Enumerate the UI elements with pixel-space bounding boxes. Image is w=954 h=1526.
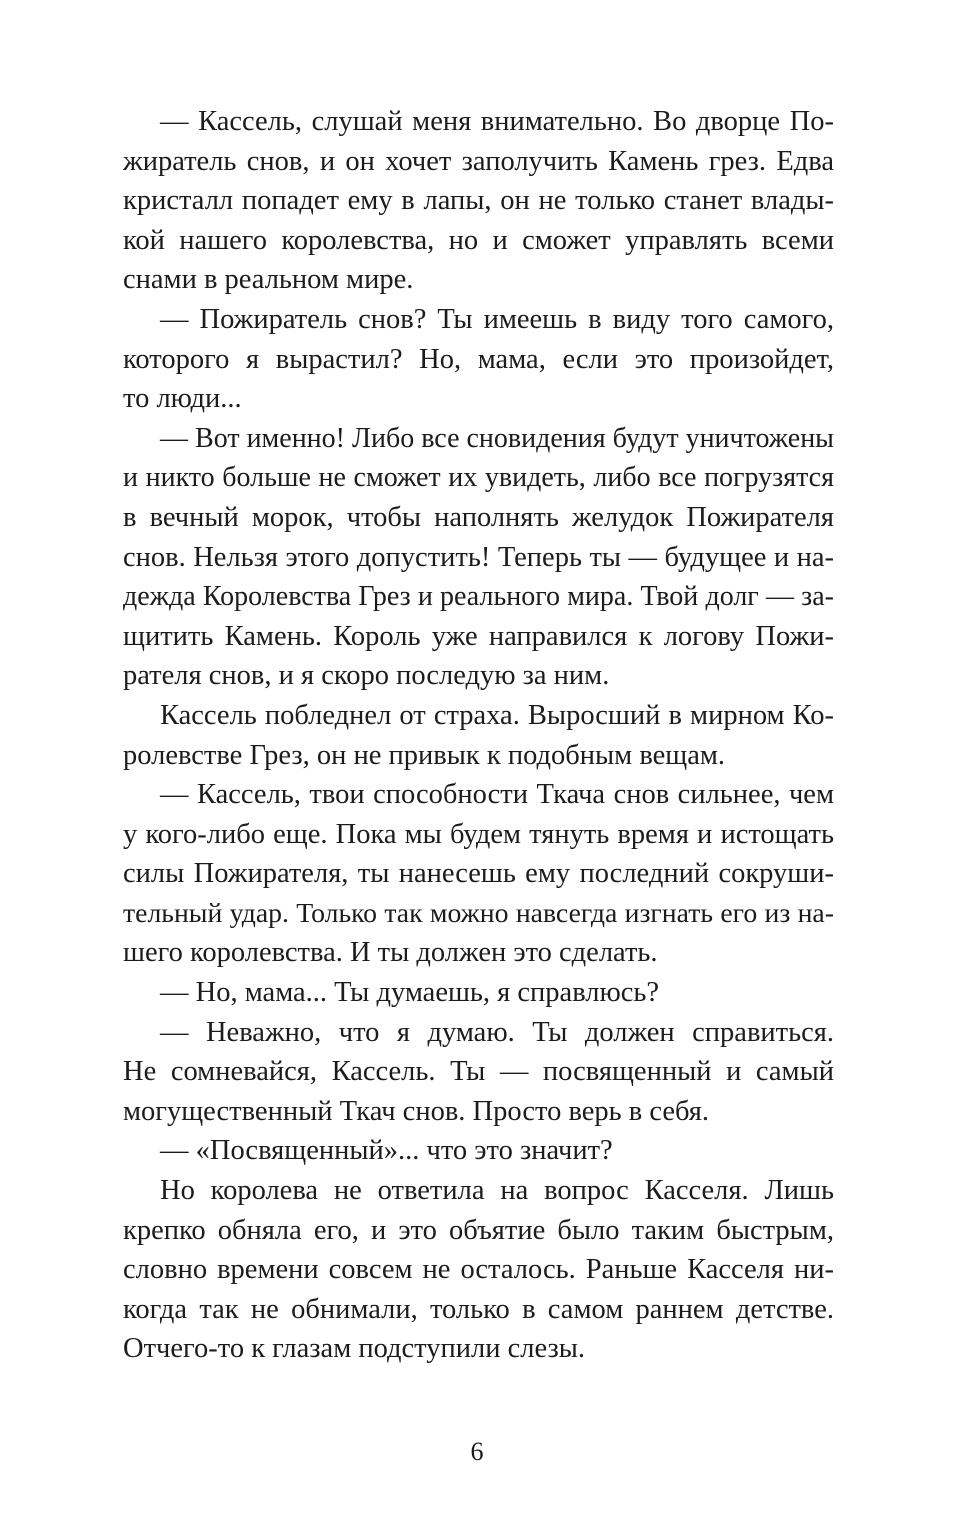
- text-line: снами в реальном мире.: [123, 264, 414, 296]
- text-line: шего королевства. И ты должен это сделать.: [123, 937, 658, 969]
- text-line: Но королева не ответила на вопрос Касселя. Лишь: [160, 1175, 834, 1207]
- text-line: у кого-либо еще. Пока мы будем тянуть время и истощать: [123, 818, 834, 850]
- text-line: дежда Королевства Грез и реального мира. Твой долг — за-: [123, 581, 834, 613]
- text-line: Кассель побледнел от страха. Выросший в мирном Ко-: [160, 699, 834, 731]
- text-line: тельный удар. Только так можно навсегда изгнать его из на-: [123, 897, 834, 929]
- text-line: щитить Камень. Король уже направился к логову Пожи-: [123, 620, 834, 652]
- text-line: которого я вырастил? Но, мама, если это произойдет,: [123, 343, 834, 375]
- text-line: и никто больше не сможет их увидеть, либо все погрузятся: [123, 462, 834, 494]
- text-line: — Но, мама... Ты думаешь, я справлюсь?: [160, 977, 660, 1009]
- text-line: — Вот именно! Либо все сновидения будут уничтожены: [160, 422, 834, 454]
- text-line: в вечный морок, чтобы наполнять желудок Пожирателя: [123, 501, 834, 533]
- text-line: могущественный Ткач снов. Просто верь в себя.: [123, 1095, 710, 1127]
- text-line: кой нашего королевства, но и сможет управлять всеми: [123, 224, 834, 256]
- text-line: — Кассель, слушай меня внимательно. Во дворце По-: [160, 106, 834, 137]
- text-line: кристалл попадет ему в лапы, он не только станет влады-: [123, 185, 834, 217]
- text-line: когда так не обнимали, только в самом раннем детстве.: [123, 1293, 834, 1325]
- text-line: силы Пожирателя, ты нанесешь ему последний сокруши-: [123, 858, 834, 890]
- text-line: ролевстве Грез, он не привык к подобным вещам.: [123, 739, 726, 771]
- text-line: словно времени совсем не осталось. Раньше Касселя ни-: [123, 1254, 834, 1286]
- text-line: — Неважно, что я думаю. Ты должен справиться.: [160, 1016, 834, 1048]
- text-line: — «Посвященный»... что это значит?: [160, 1135, 613, 1167]
- text-line: снов. Нельзя этого допустить! Теперь ты — будущее и на-: [123, 541, 834, 573]
- text-line: то люди...: [123, 383, 242, 415]
- text-line: жиратель снов, и он хочет заполучить Камень грез. Едва: [123, 145, 834, 177]
- text-line: — Пожиратель снов? Ты имеешь в виду того самого,: [160, 303, 834, 335]
- text-line: крепко обняла его, и это объятие было таким быстрым,: [123, 1214, 834, 1246]
- text-line: рателя снов, и я скоро последую за ним.: [123, 660, 610, 692]
- text-line: Не сомневайся, Кассель. Ты — посвященный и самый: [123, 1056, 834, 1088]
- page-text: [123, 102, 834, 1369]
- page-number: 6: [470, 1437, 484, 1466]
- text-line: — Кассель, твои способности Ткача снов сильнее, чем: [160, 779, 834, 811]
- text-line: Отчего-то к глазам подступили слезы.: [123, 1333, 586, 1365]
